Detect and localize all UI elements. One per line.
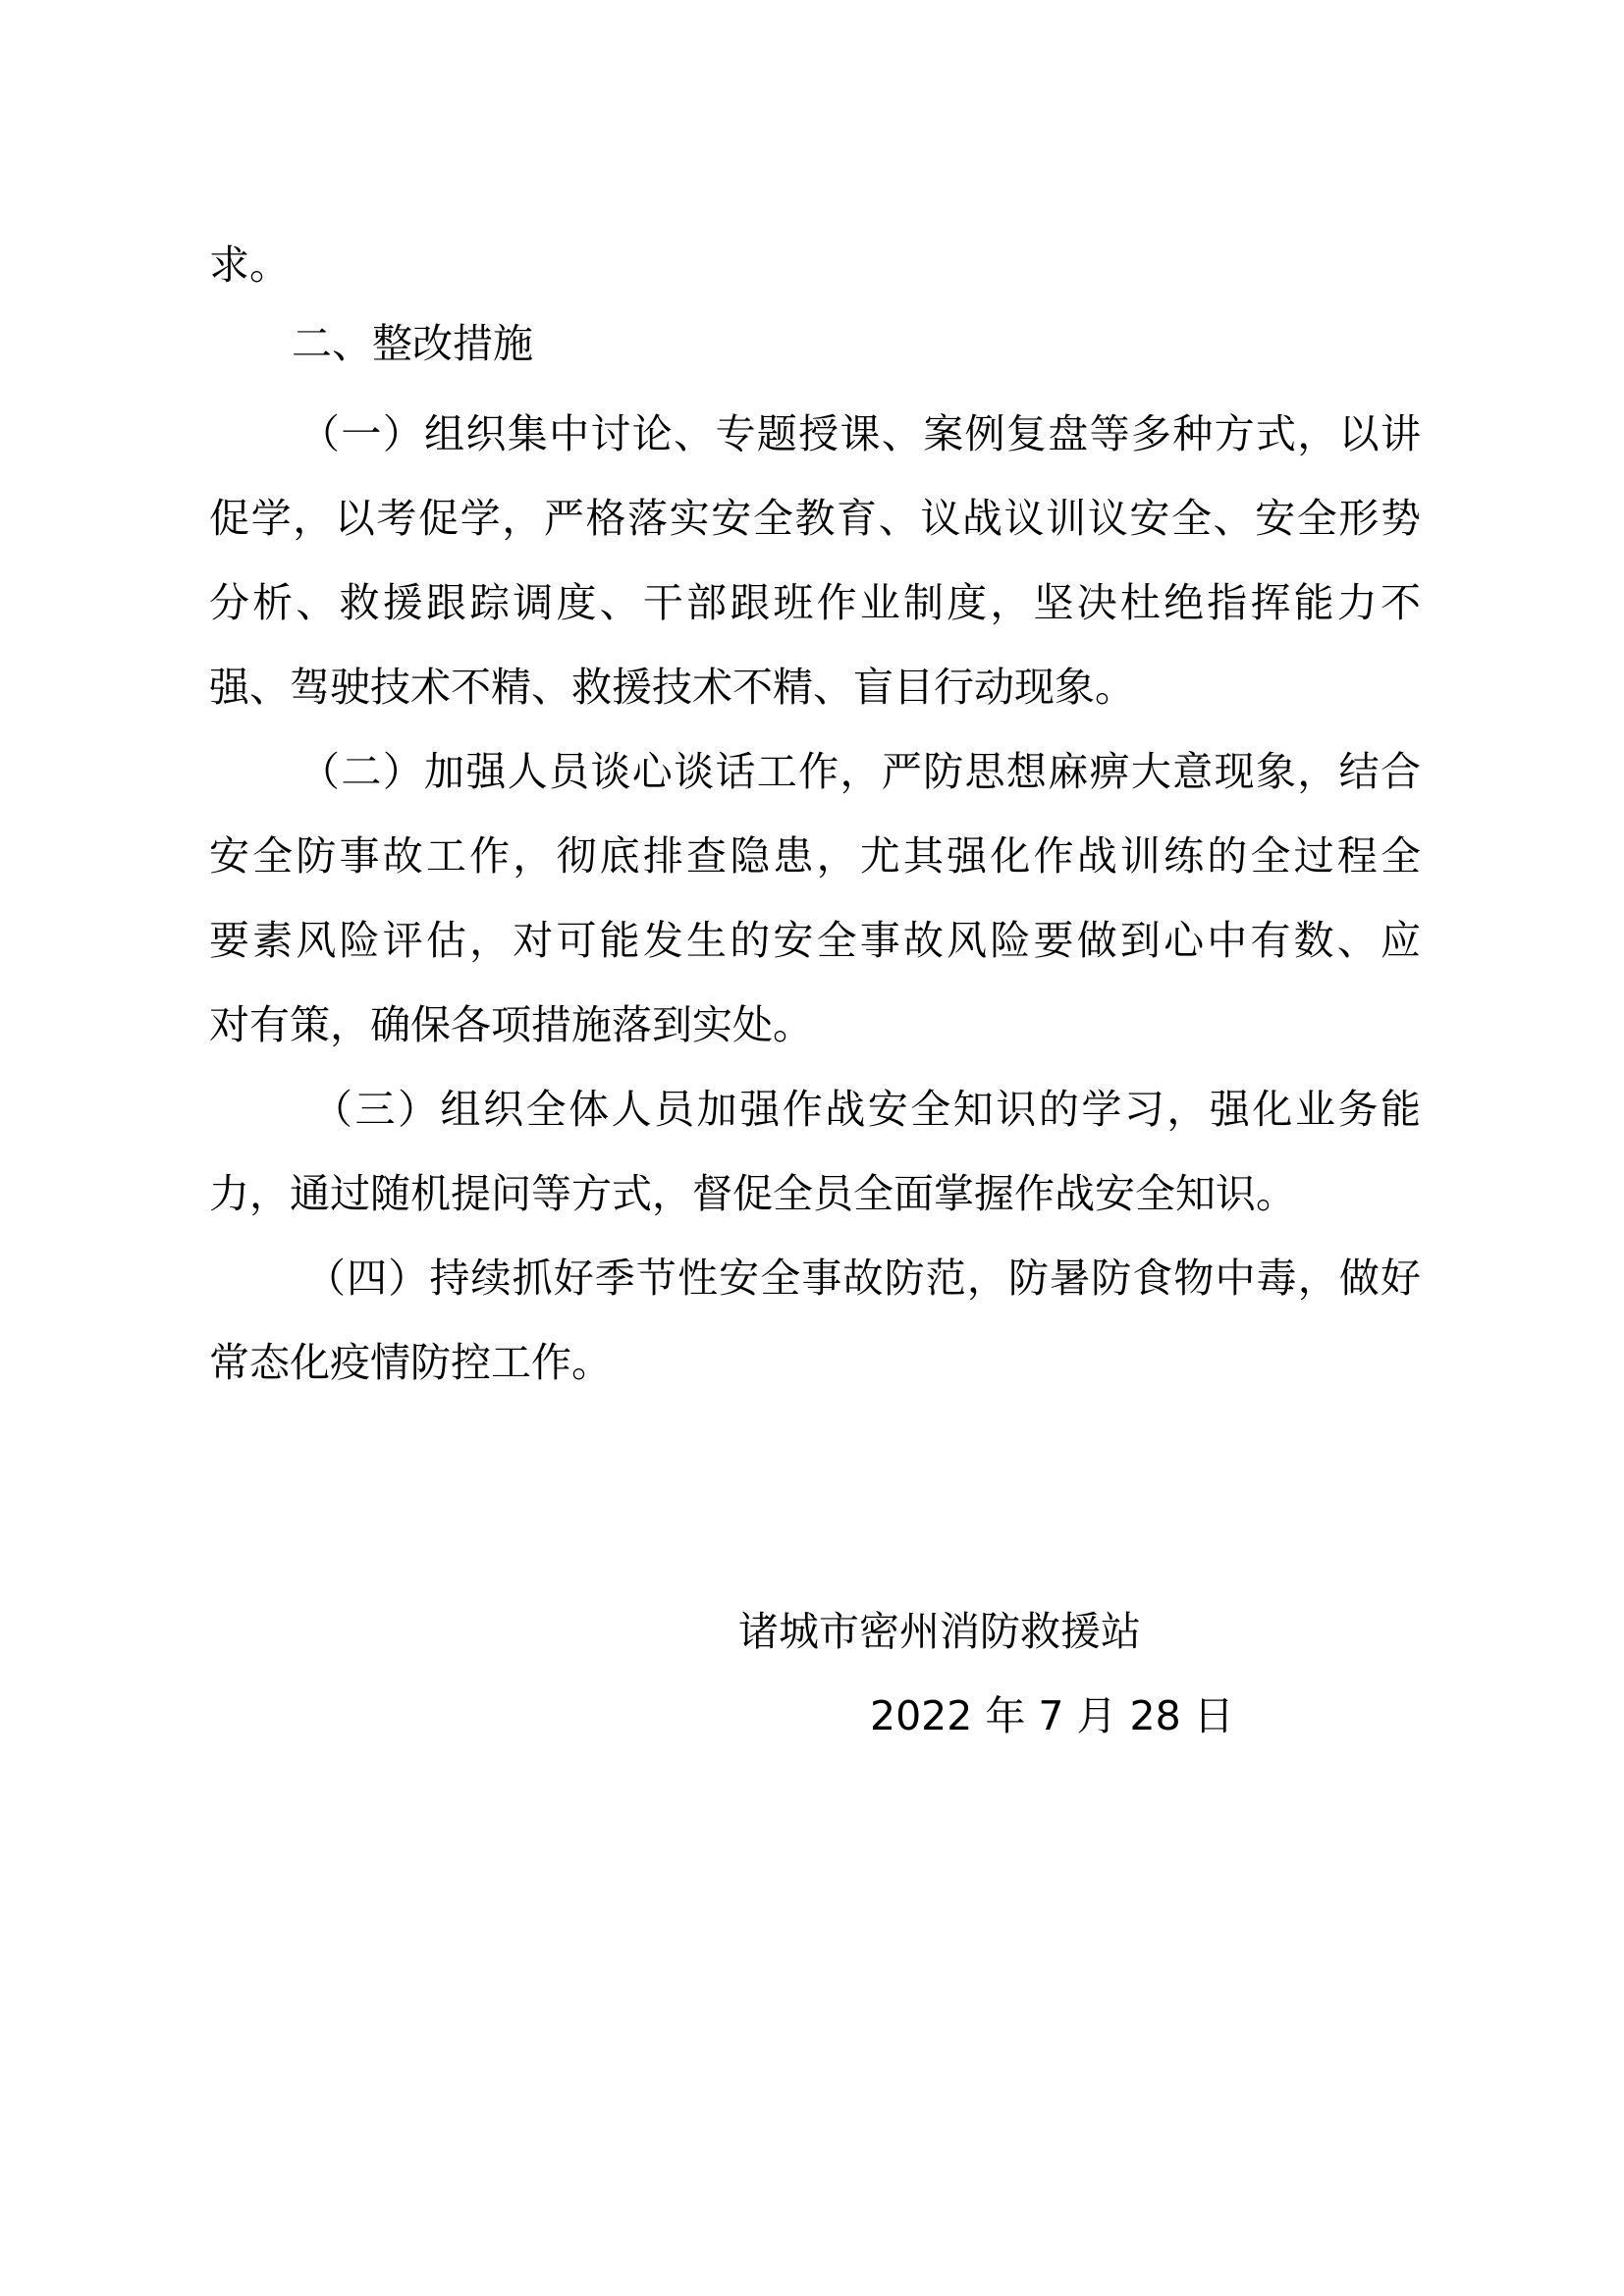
item-4-line-1: （四）持续抓好季节性安全事故防范，防暑防食物中毒，做好: [305, 1255, 1421, 1302]
item-2-line-2: 安全防事故工作，彻底排查隐患，尤其强化作战训练的全过程全: [209, 832, 1421, 880]
item-2-line-1: （二）加强人员谈心谈话工作，严防思想麻痹大意现象，结合: [299, 748, 1421, 795]
signature-date: 2022 年 7 月 28 日: [870, 1692, 1234, 1739]
item-3-line-2: 力，通过随机提问等方式，督促全员全面掌握作战安全知识。: [209, 1170, 1296, 1217]
item-1-line-4: 强、驾驶技术不精、救援技术不精、盲目行动现象。: [209, 664, 1135, 711]
item-4-line-2: 常态化疫情防控工作。: [209, 1339, 612, 1386]
item-2-line-4: 对有策，确保各项措施落到实处。: [209, 1001, 813, 1048]
section-heading: 二、整改措施: [292, 320, 533, 367]
signature-organization: 诸城市密州消防救援站: [738, 1608, 1141, 1655]
item-1-line-1: （一）组织集中讨论、专题授课、案例复盘等多种方式，以讲: [299, 410, 1421, 457]
carryover-text: 求。: [209, 241, 290, 289]
item-3-line-1: （三）组织全体人员加强作战安全知识的学习，强化业务能: [312, 1086, 1421, 1133]
item-1-line-2: 促学，以考促学，严格落实安全教育、议战议训议安全、安全形势: [209, 495, 1421, 542]
item-2-line-3: 要素风险评估，对可能发生的安全事故风险要做到心中有数、应: [209, 917, 1421, 964]
item-1-line-3: 分析、救援跟踪调度、干部跟班作业制度，坚决杜绝指挥能力不: [209, 579, 1421, 626]
